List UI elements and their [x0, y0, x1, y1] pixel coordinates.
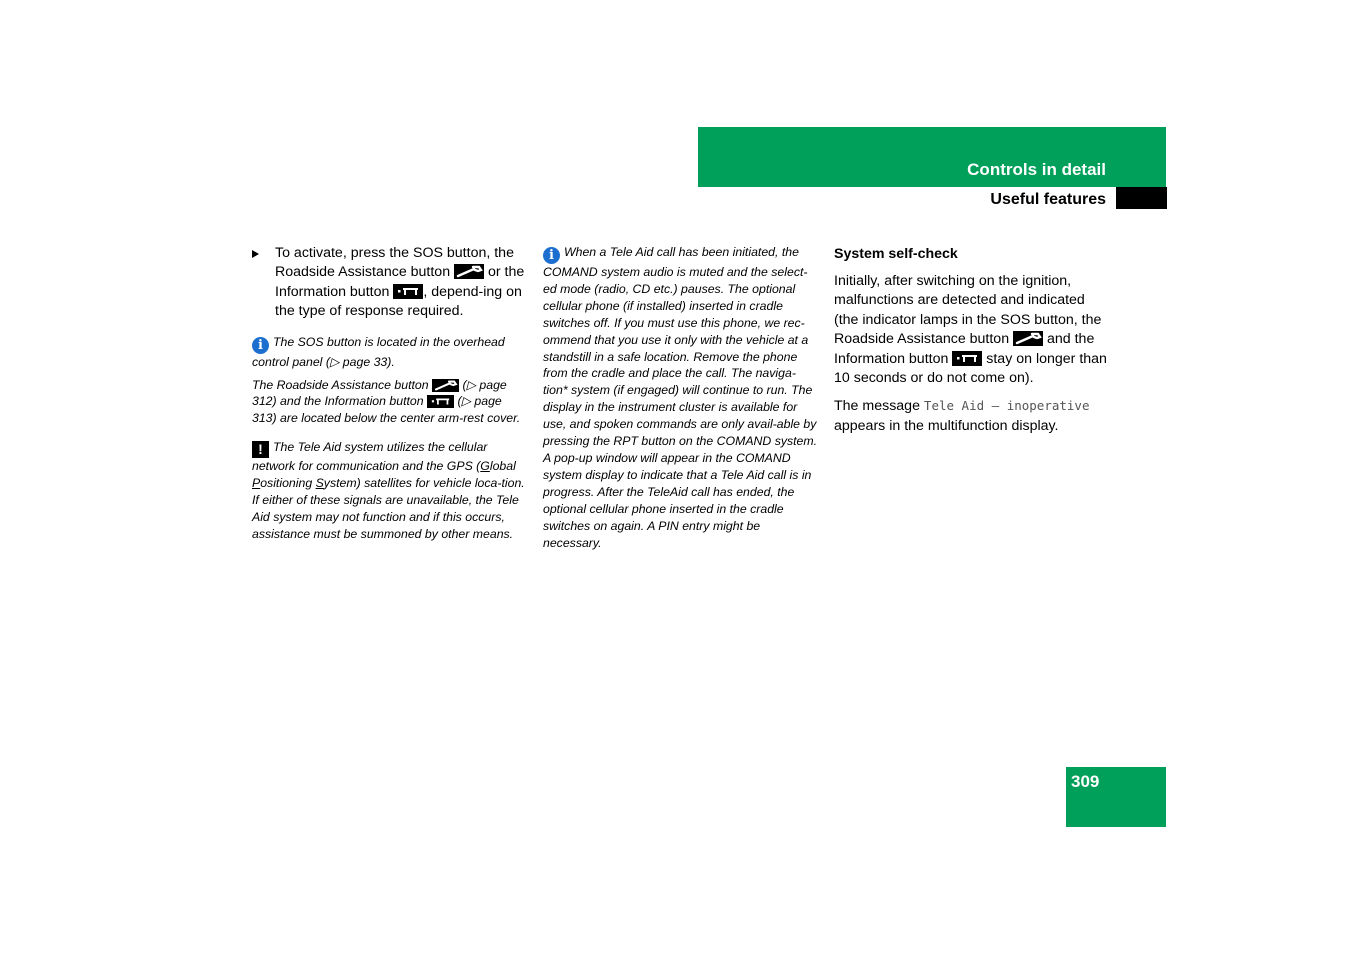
page-number-box — [1066, 767, 1166, 827]
warning-p: P — [252, 476, 261, 491]
warning-text-4: ystem) satellites for vehicle loca-tion. If either of these signals are unavailable, the Tele Aid system may not function and if this occurs, assistance must be summoned by other means. — [252, 476, 525, 541]
info-button-icon — [393, 284, 423, 299]
subsection-title: Useful features — [990, 191, 1106, 208]
warning-s: S — [315, 476, 324, 491]
para1-text-1: Initially, after switching on the ignition, malfunctions are detected and indicated (the indicator lamps in the SOS button, the Roadside Assistance button — [834, 273, 1102, 348]
tele-aid-call-note — [543, 244, 818, 551]
note2-text-3: (▷ page 313) are located below the center arm-rest cover. — [252, 394, 521, 426]
warning-note — [252, 439, 526, 543]
para2-text-1: The message — [834, 398, 920, 415]
wrench-icon — [1013, 331, 1043, 346]
info-button-icon — [427, 395, 454, 408]
exclamation-icon: ! — [252, 441, 269, 458]
activation-instruction — [252, 244, 526, 322]
self-check-paragraph — [834, 272, 1109, 388]
column-middle — [543, 244, 818, 551]
message-paragraph — [834, 396, 1109, 436]
para1-text-2: and the Information button — [834, 331, 1095, 367]
warning-text-1: The Tele Aid system utilizes the cellular network for communication and the GPS ( — [252, 440, 488, 474]
note-text: The SOS button is located in the overhead control panel (▷ page 33). — [252, 334, 505, 369]
bullet-text-1: To activate, press the SOS button, the Roadside Assistance button — [275, 245, 514, 281]
para1-text-3: stay on longer than 10 seconds or do not come on). — [834, 350, 1107, 387]
info-circle-icon: i — [543, 247, 560, 264]
warning-text-2: lobal — [489, 459, 516, 474]
wrench-icon — [432, 379, 459, 392]
note2-text-1: The Roadside Assistance button — [252, 377, 429, 392]
button-location-note — [252, 377, 526, 428]
bullet-text-2: or the Information button — [275, 264, 525, 300]
para2-text-2: appears in the multifunction display. — [834, 417, 1059, 434]
info-circle-icon: i — [252, 337, 269, 354]
bullet-arrow-icon — [252, 250, 259, 258]
bullet-text-3: , depend-ing on the type of response required. — [275, 283, 522, 320]
system-self-check-heading: System self-check — [834, 246, 958, 262]
sos-location-note — [252, 334, 526, 371]
section-title: Controls in detail — [967, 160, 1106, 179]
subsection-tab — [1116, 187, 1167, 209]
display-message: Tele Aid – inoperative — [923, 398, 1090, 414]
page-number: 309 — [1071, 772, 1100, 791]
warning-g: G — [480, 459, 490, 474]
wrench-icon — [454, 264, 484, 279]
note2-text-2: (▷ page 312) and the Information button — [252, 377, 507, 409]
warning-text-3: ositioning — [260, 476, 313, 491]
note-text: When a Tele Aid call has been initiated, the COMAND system audio is muted and the select-ed mode (radio, CD etc.) pauses. The optional cellular phone (if installed) inserted in cradle switches off. If you must use this phone, we rec-ommend that you use it only with the vehicle at a standstill in a safe location. Remove the phone from the cradle and place the call. The naviga-tion* system (if engaged) will continue to run. The display in the instrument cluster is available for use, and spoken commands are only avail-able by pressing the RPT button on the COMAND system. A pop-up window will appear in the COMAND system display to indicate that a Tele Aid call is in progress. After the TeleAid call has ended, the optional cellular phone inserted in the cradle switches on again. A PIN entry might be necessary. — [543, 245, 818, 550]
column-left — [252, 244, 526, 543]
info-button-icon — [952, 351, 982, 366]
column-right — [834, 244, 1109, 436]
